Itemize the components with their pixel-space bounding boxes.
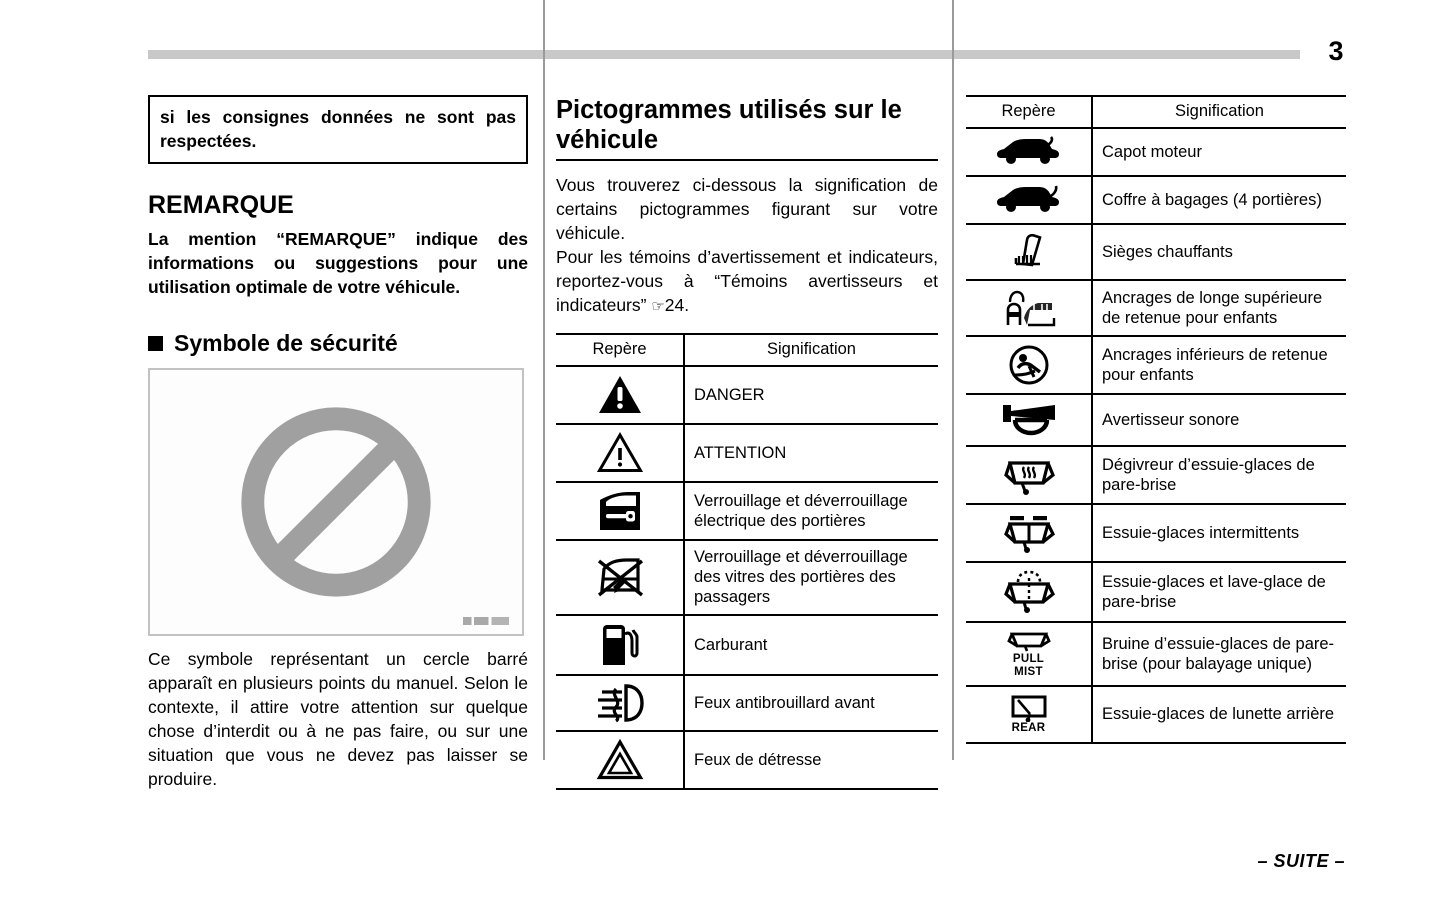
note-text: La mention “REMARQUE” indique des informations ou suggestions pour une utilisation optimale de votre véhicule. xyxy=(148,229,528,297)
table-row xyxy=(556,731,938,789)
table-cell-meaning: Verrouillage et déverrouillage électrique des portières xyxy=(684,482,938,540)
figure-caption-illegible xyxy=(463,617,509,625)
hazard-lights-triangle-icon xyxy=(556,731,684,789)
safety-symbol-description: Ce symbole représentant un cercle barré apparaît en plusieurs points du manuel. Selon le contexte, il attire votre attention sur quelque chose d’interdit ou à ne pas faire, ou sur une situation que vous ne devez pas laisser se produire. xyxy=(148,649,528,789)
table-row xyxy=(966,336,1346,394)
table-row xyxy=(966,128,1346,176)
right-column xyxy=(966,95,1346,744)
table-cell-meaning: Feux de détresse xyxy=(684,731,938,789)
table-row xyxy=(966,504,1346,562)
table-row xyxy=(556,366,938,424)
table-cell-meaning: Ancrages de longe supérieure de retenue pour enfants xyxy=(1092,280,1346,336)
table-row xyxy=(966,446,1346,504)
column-header-signification: Signification xyxy=(1092,96,1346,128)
column-header-signification: Signification xyxy=(684,334,938,366)
safety-symbol-figure xyxy=(148,368,524,636)
page-columns xyxy=(0,95,1445,855)
table-cell-meaning: Essuie-glaces de lunette arrière xyxy=(1092,686,1346,743)
table-cell-meaning: ATTENTION xyxy=(684,424,938,482)
page-header xyxy=(148,38,1343,72)
pictogram-table-middle xyxy=(556,333,938,790)
rear-wiper-icon xyxy=(966,686,1092,743)
icon-label-mist: MIST xyxy=(1014,666,1043,678)
left-column xyxy=(148,95,528,791)
intermittent-wiper-icon xyxy=(966,504,1092,562)
table-cell-meaning: Avertisseur sonore xyxy=(1092,394,1346,446)
horn-icon xyxy=(966,394,1092,446)
warning-continuation-box xyxy=(148,95,528,164)
pictograms-intro-2-text: Pour les témoins d’avertissement et indicateurs, reportez-vous à “Témoins avertisseurs et indicateurs” xyxy=(556,247,938,315)
table-row xyxy=(966,686,1346,743)
warning-triangle-filled-icon xyxy=(556,366,684,424)
safety-symbol-heading xyxy=(148,329,528,357)
pointing-hand-icon: ☞ xyxy=(651,298,665,315)
middle-column xyxy=(556,95,938,790)
icon-label-rear: REAR xyxy=(1011,722,1046,734)
table-row xyxy=(966,176,1346,224)
header-rule xyxy=(148,50,1300,59)
table-row xyxy=(556,615,938,675)
note-heading: REMARQUE xyxy=(148,191,294,219)
icon-label-pull: PULL xyxy=(1012,653,1045,665)
column-header-repere: Repère xyxy=(966,96,1092,128)
table-cell-meaning: Dégivreur d’essuie-glaces de pare-brise xyxy=(1092,446,1346,504)
table-cell-meaning: Capot moteur xyxy=(1092,128,1346,176)
car-hood-open-icon xyxy=(966,128,1092,176)
warning-continuation-text: si les consignes données ne sont pas respectées. xyxy=(160,107,516,151)
car-trunk-open-icon xyxy=(966,176,1092,224)
prohibition-no-symbol-icon xyxy=(232,398,440,606)
table-row xyxy=(556,675,938,731)
caution-triangle-outline-icon xyxy=(556,424,684,482)
table-header-row xyxy=(966,96,1346,128)
table-cell-meaning: Feux antibrouillard avant xyxy=(684,675,938,731)
table-cell-meaning: Essuie-glaces intermittents xyxy=(1092,504,1346,562)
heated-seat-icon xyxy=(966,224,1092,280)
window-lock-crossed-icon xyxy=(556,540,684,615)
table-row xyxy=(966,224,1346,280)
table-cell-meaning: Ancrages inférieurs de retenue pour enfants xyxy=(1092,336,1346,394)
table-row xyxy=(966,622,1346,686)
front-fog-light-icon xyxy=(556,675,684,731)
table-row xyxy=(966,394,1346,446)
table-row xyxy=(556,424,938,482)
table-cell-meaning: Bruine d’essuie-glaces de pare-brise (pour balayage unique) xyxy=(1092,622,1346,686)
table-cell-meaning: Essuie-glaces et lave-glace de pare-brise xyxy=(1092,562,1346,622)
column-header-repere: Repère xyxy=(556,334,684,366)
wiper-washer-icon xyxy=(966,562,1092,622)
table-cell-meaning: DANGER xyxy=(684,366,938,424)
lower-child-anchor-icon xyxy=(966,336,1092,394)
upper-tether-anchor-icon xyxy=(966,280,1092,336)
table-row xyxy=(556,540,938,615)
pictograms-intro-page-ref: 24. xyxy=(664,295,690,315)
square-bullet-icon xyxy=(148,336,163,351)
windshield-wiper-deicer-icon xyxy=(966,446,1092,504)
table-row xyxy=(556,482,938,540)
pictograms-heading: Pictogrammes utilisés sur le véhicule xyxy=(556,95,938,161)
footer-continued: – SUITE – xyxy=(1257,851,1345,871)
pictograms-intro-1: Vous trouverez ci-dessous la signification de certains pictogrammes figurant sur votre véhicule. xyxy=(556,175,938,243)
table-cell-meaning: Coffre à bagages (4 portières) xyxy=(1092,176,1346,224)
table-header-row xyxy=(556,334,938,366)
table-cell-meaning: Sièges chauffants xyxy=(1092,224,1346,280)
door-lock-key-icon xyxy=(556,482,684,540)
pictograms-intro-2 xyxy=(556,245,938,319)
pictogram-table-right xyxy=(966,95,1346,744)
table-row xyxy=(966,562,1346,622)
table-cell-meaning: Carburant xyxy=(684,615,938,675)
pull-mist-wiper-icon xyxy=(966,622,1092,686)
safety-symbol-heading-label: Symbole de sécurité xyxy=(174,330,398,356)
page-number: 3 xyxy=(1328,36,1343,66)
table-row xyxy=(966,280,1346,336)
fuel-pump-icon xyxy=(556,615,684,675)
table-cell-meaning: Verrouillage et déverrouillage des vitres des portières des passagers xyxy=(684,540,938,615)
